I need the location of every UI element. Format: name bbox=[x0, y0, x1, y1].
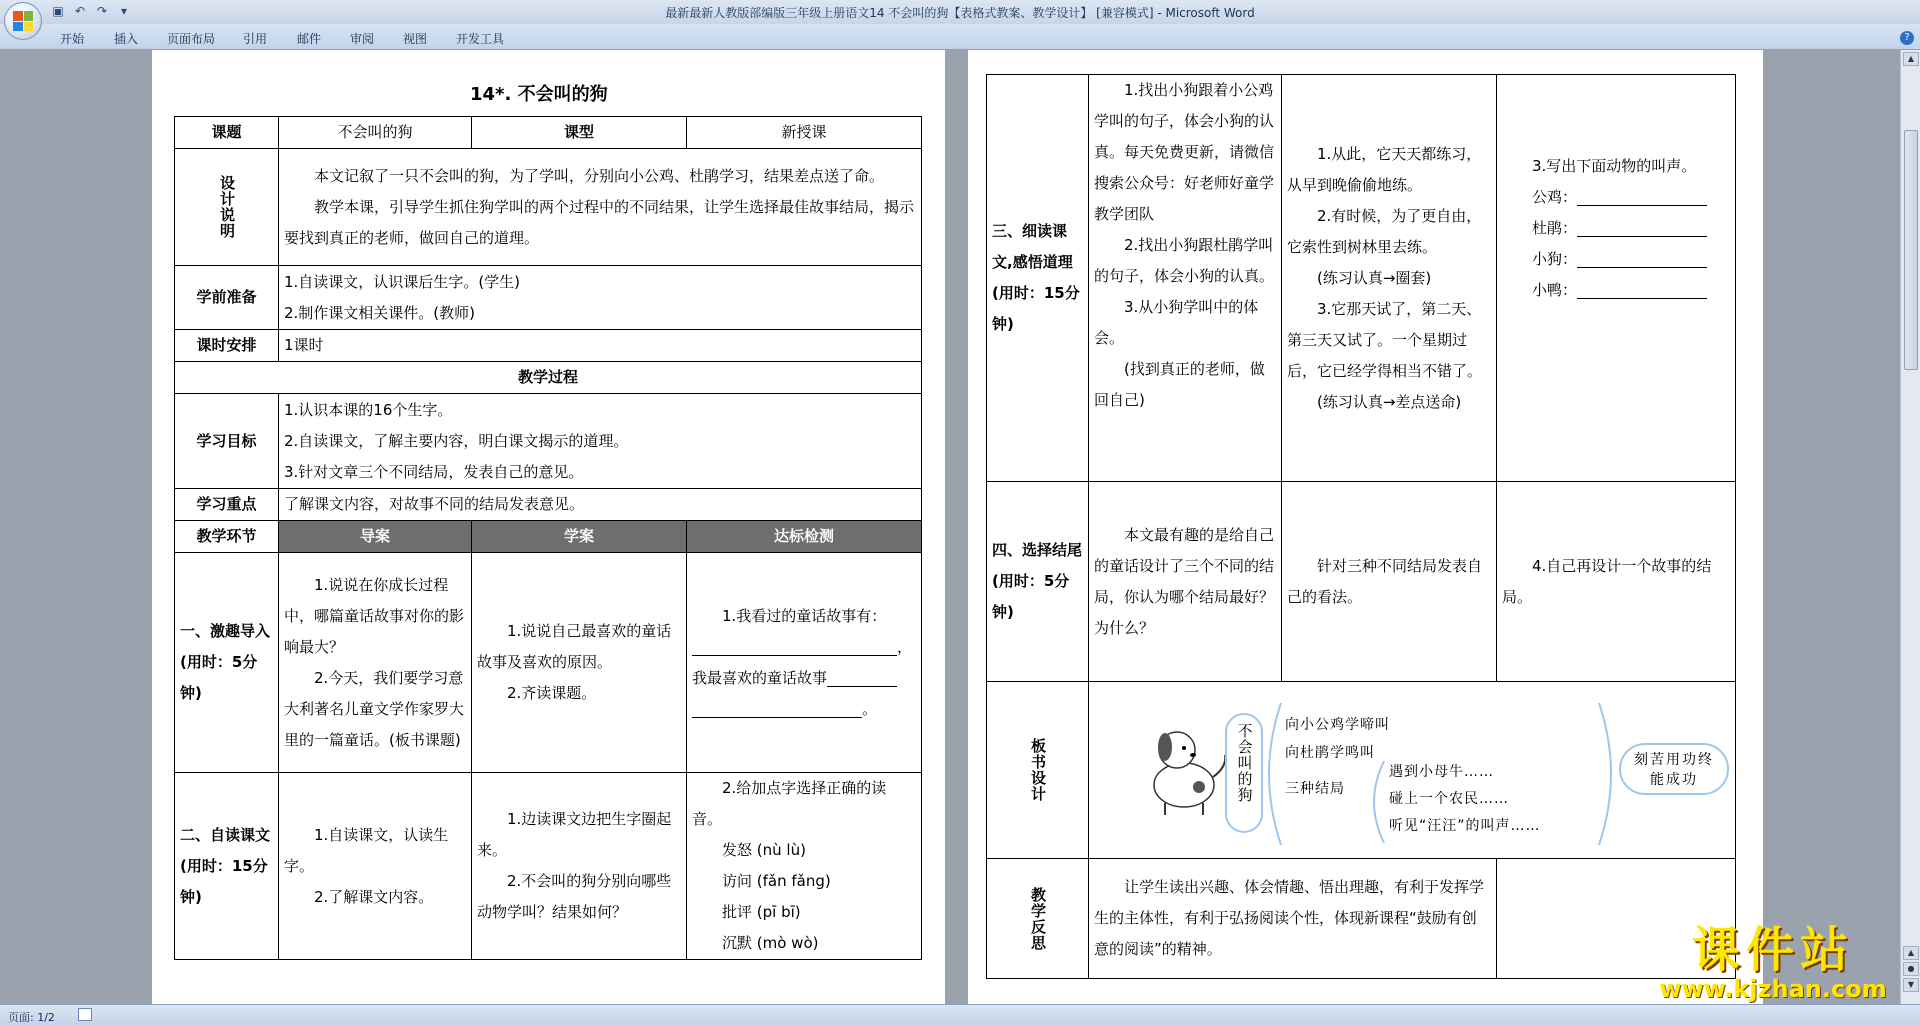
scroll-up-page-icon[interactable]: ▲ bbox=[1903, 946, 1919, 960]
help-icon[interactable]: ? bbox=[1900, 31, 1914, 45]
cell-reflect-content: 让学生读出兴趣、体会情趣、悟出理趣，有利于发挥学生的主体性，有利于弘扬阅读个性，体现新课程“鼓励有创意的阅读”的精神。 bbox=[1089, 859, 1497, 979]
cell-topic-value: 不会叫的狗 bbox=[279, 117, 472, 149]
vertical-scrollbar[interactable] bbox=[1900, 50, 1920, 1004]
window-title: 最新最新人教版部编版三年级上册语文14 不会叫的狗【表格式教案、教学设计】 [兼容模式] - Microsoft Word bbox=[665, 6, 1255, 20]
status-bar bbox=[0, 1004, 1920, 1025]
cell-s3-study: 1.从此，它天天都练习，从早到晚偷偷地练。 2.有时候，为了更自由，它索性到树林里去练。 (练习认真→圈套) 3.它那天试了，第二天、第三天又试了。一个星期过后，它已经学得相当不错了。 (练习认真→差点送命) bbox=[1282, 75, 1497, 482]
lesson-table-page1 bbox=[174, 116, 922, 960]
header-stage: 教学环节 bbox=[175, 521, 279, 553]
cell-goal-label: 学习目标 bbox=[175, 394, 279, 489]
cell-s1-check: 1.我看过的童话故事有： ， 我最喜欢的童话故事 。 bbox=[687, 553, 922, 773]
cell-type-value: 新授课 bbox=[687, 117, 922, 149]
cell-key-value: 了解课文内容，对故事不同的结局发表意见。 bbox=[279, 489, 922, 521]
cell-s1-guide: 1.说说在你成长过程中，哪篇童话故事对你的影响最大？ 2.今天，我们要学习意大利著名儿童文学作家罗大里的一篇童话。(板书课题) bbox=[279, 553, 472, 773]
header-check: 达标检测 bbox=[687, 521, 922, 553]
cell-type-label: 课型 bbox=[472, 117, 687, 149]
board-endings: 遇到小母牛…… 碰上一个农民…… 听见“汪汪”的叫声…… bbox=[1389, 764, 1541, 834]
browse-object-icon[interactable]: ● bbox=[1903, 962, 1919, 976]
page-counter[interactable]: 页面: 1/2 bbox=[8, 1011, 55, 1024]
undo-icon[interactable]: ↶ bbox=[74, 4, 86, 18]
save-icon[interactable]: ▣ bbox=[52, 4, 64, 18]
quick-access-toolbar bbox=[50, 3, 132, 19]
document-workspace bbox=[0, 50, 1900, 1004]
page-2 bbox=[968, 50, 1763, 1004]
board-branches: 向小公鸡学啼叫 向杜鹃学鸣叫 三种结局 bbox=[1285, 717, 1390, 797]
office-logo-icon bbox=[13, 11, 33, 31]
cell-s4-check: 4.自己再设计一个故事的结局。 bbox=[1497, 482, 1736, 682]
header-study: 学案 bbox=[472, 521, 687, 553]
cell-s4-guide: 本文最有趣的是给自己的童话设计了三个不同的结局，你认为哪个结局最好？为什么？ bbox=[1089, 482, 1282, 682]
cell-s2-study: 1.边读课文边把生字圈起来。 2.不会叫的狗分别向哪些动物学叫？结果如何？ bbox=[472, 773, 687, 960]
customize-toolbar-icon[interactable]: ▾ bbox=[120, 4, 128, 18]
watermark: 课件站 www.kjzhan.com bbox=[1659, 922, 1887, 1003]
page-1 bbox=[152, 50, 945, 1004]
cell-s4-study: 针对三种不同结局发表自己的看法。 bbox=[1282, 482, 1497, 682]
tab-references[interactable]: 引用 bbox=[243, 32, 268, 46]
cell-s2-label: 二、自读课文 (用时：15分钟) bbox=[175, 773, 279, 960]
cell-s2-check: 2.给加点字选择正确的读音。 发怒 (nù lù) 访问 (fǎn fǎng) 批评 (pī bī) 沉默 (mò wò) bbox=[687, 773, 922, 960]
title-bar bbox=[0, 0, 1920, 24]
cell-process-heading: 教学过程 bbox=[175, 362, 922, 394]
scroll-down-page-icon[interactable]: ▼ bbox=[1903, 978, 1919, 992]
left-brace bbox=[1265, 699, 1285, 849]
proofing-icon[interactable] bbox=[78, 1008, 92, 1021]
cell-s3-guide: 1.找出小狗跟着小公鸡学叫的句子，体会小狗的认真。每天免费更新，请微信搜索公众号：好老师好童学教学团队 2.找出小狗跟杜鹃学叫的句子，体会小狗的认真。 3.从小狗学叫中的体会。 (找到真正的老师，做回自己) bbox=[1089, 75, 1282, 482]
ribbon-tabs bbox=[0, 24, 1920, 50]
tab-developer[interactable]: 开发工具 bbox=[456, 32, 505, 46]
scroll-thumb[interactable] bbox=[1904, 130, 1918, 370]
cell-prep-label: 学前准备 bbox=[175, 266, 279, 330]
tab-page-layout[interactable]: 页面布局 bbox=[167, 32, 216, 46]
tab-mailings[interactable]: 邮件 bbox=[297, 32, 322, 46]
dog-illustration bbox=[1129, 715, 1239, 825]
cell-design-label: 设计说明 bbox=[175, 149, 279, 266]
cell-design-content: 本文记叙了一只不会叫的狗，为了学叫，分别向小公鸡、杜鹃学习，结果差点送了命。 教学本课，引导学生抓住狗学叫的两个过程中的不同结果，让学生选择最佳故事结局，揭示要找到真正的老师，做回自己的道理。 bbox=[279, 149, 922, 266]
cell-time-value: 1课时 bbox=[279, 330, 922, 362]
redo-icon[interactable]: ↷ bbox=[96, 4, 108, 18]
office-button[interactable] bbox=[4, 2, 42, 40]
cell-s2-guide: 1.自读课文，认读生字。 2.了解课文内容。 bbox=[279, 773, 472, 960]
tab-view[interactable]: 视图 bbox=[403, 32, 428, 46]
board-diagram bbox=[1089, 685, 1735, 855]
cell-reflect-label: 教学反思 bbox=[987, 859, 1089, 979]
cell-board-content bbox=[1089, 682, 1736, 859]
tab-insert[interactable]: 插入 bbox=[114, 32, 139, 46]
cell-prep-content: 1.自读课文，认识课后生字。(学生) 2.制作课文相关课件。(教师) bbox=[279, 266, 922, 330]
cell-board-label: 板书设计 bbox=[987, 682, 1089, 859]
board-moral: 刻苦用功终能成功 bbox=[1619, 743, 1729, 795]
tab-home[interactable]: 开始 bbox=[60, 32, 85, 46]
cell-time-label: 课时安排 bbox=[175, 330, 279, 362]
endings-brace bbox=[1371, 757, 1387, 847]
lesson-title: 14*. 不会叫的狗 bbox=[470, 84, 608, 105]
scroll-up-icon[interactable]: ▲ bbox=[1903, 52, 1919, 66]
cell-s3-check: 3.写出下面动物的叫声。 公鸡： 杜鹃： 小狗： 小鸭： bbox=[1497, 75, 1736, 482]
cell-topic-label: 课题 bbox=[175, 117, 279, 149]
cell-s1-study: 1.说说自己最喜欢的童话故事及喜欢的原因。 2.齐读课题。 bbox=[472, 553, 687, 773]
lesson-table-page2 bbox=[986, 74, 1736, 979]
right-brace bbox=[1595, 699, 1615, 849]
header-guide: 导案 bbox=[279, 521, 472, 553]
cell-s3-label: 三、细读课文,感悟道理 (用时：15分钟) bbox=[987, 75, 1089, 482]
cell-key-label: 学习重点 bbox=[175, 489, 279, 521]
cell-s1-label: 一、激趣导入 (用时：5分钟) bbox=[175, 553, 279, 773]
tab-review[interactable]: 审阅 bbox=[350, 32, 375, 46]
cell-s4-label: 四、选择结尾 (用时：5分钟) bbox=[987, 482, 1089, 682]
cell-goal-content: 1.认识本课的16个生字。 2.自读课文，了解主要内容，明白课文揭示的道理。 3.针对文章三个不同结局，发表自己的意见。 bbox=[279, 394, 922, 489]
board-center: 不会叫的狗 bbox=[1225, 713, 1263, 833]
